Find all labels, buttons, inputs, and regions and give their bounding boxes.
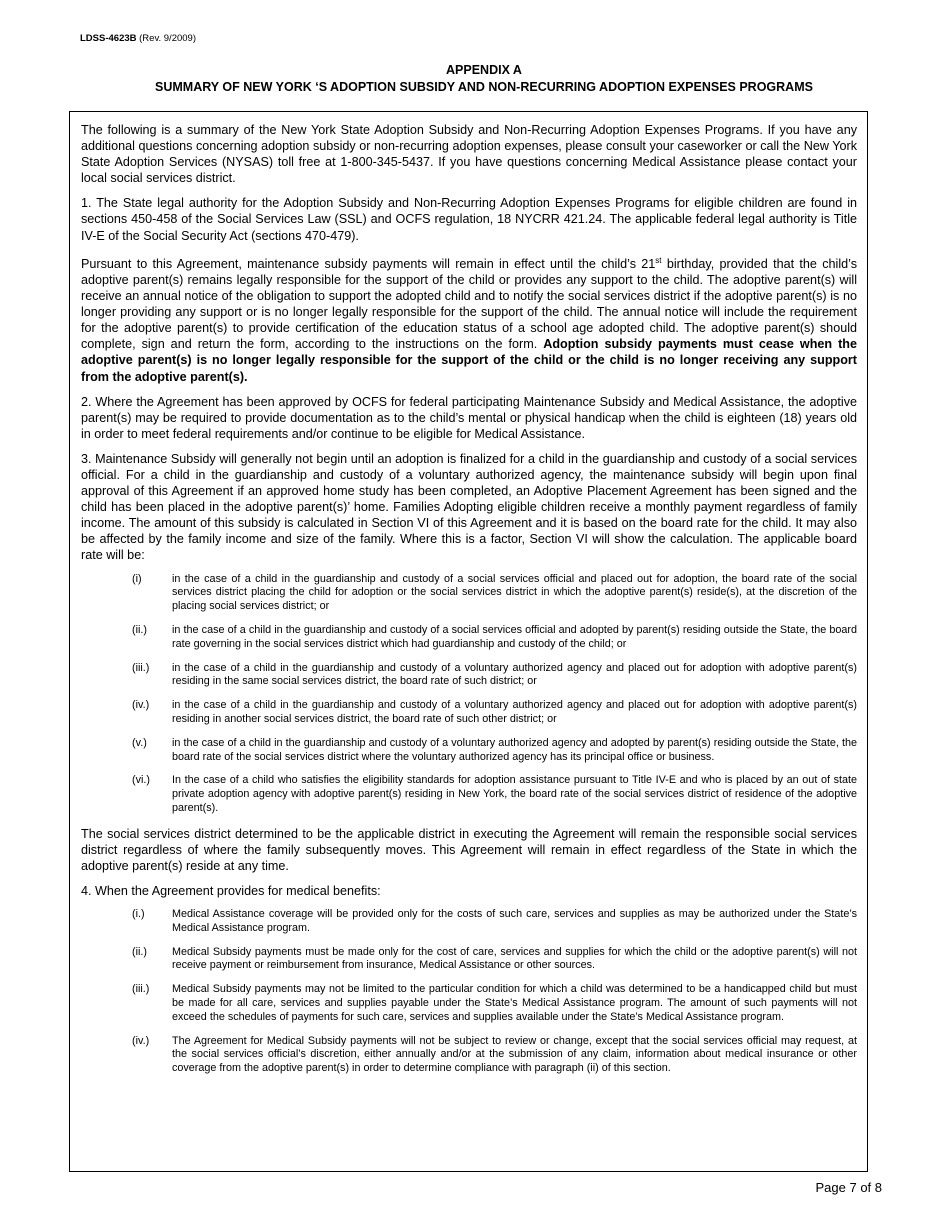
document-title-block [0,62,950,96]
page-number: Page 7 of 8 [815,1180,882,1195]
maintenance-text-part1: Pursuant to this Agreement, maintenance subsidy payments will remain in effect until the child’s 21 [81,256,656,271]
board-rate-list [81,573,857,816]
appendix-title: APPENDIX A [446,63,522,77]
list-item-number: (v.) [132,736,147,749]
list-item-text: in the case of a child in the guardianship and custody of a social services official and placed out for adoption, the board rate of the social services district placing the child for adoption or the social services district in which the adoptive parent(s) reside(s), at the discretion of the placing social services district; or [172,572,857,613]
list-item-number: (iii.) [132,983,150,996]
list-item-number: (iv.) [132,1034,150,1047]
list-item-number: (iii.) [132,661,150,674]
main-title: SUMMARY OF NEW YORK ‘S ADOPTION SUBSIDY AND NON-RECURRING ADOPTION EXPENSES PROGRAMS [155,80,813,94]
list-item [81,573,857,614]
list-item-number: (ii.) [132,945,147,958]
list-item-text: The Agreement for Medical Subsidy payments will not be subject to review or change, except that the social services official may request, at the social services official’s discretion, either annually and/or at the submission of any claim, information about medical insurance or other coverage from the adoptive parent(s) in order to determine compliance with paragraph (ii) of this section. [172,1034,857,1075]
list-item-text: in the case of a child in the guardianship and custody of a voluntary authorized agency and adopted by parent(s) residing outside the State, the board rate of the social services district where the voluntary authorized agency has its principal office or business. [172,736,857,763]
section-3-closing-paragraph: The social services district determined to be the applicable district in executing the Agreement will remain the responsible social services district regardless of where the family subsequently moves. This Agreement will remain in effect regardless of the State in which the adoptive parent(s) reside at any time. [81,826,857,873]
list-item [81,946,857,974]
section-3-paragraph: 3. Maintenance Subsidy will generally not begin until an adoption is finalized for a child in the guardianship and custody of a social services official. For a child in the guardianship and custody of a voluntary authorized agency, the maintenance subsidy will begin upon final approval of this Agreement if an approved home study has been completed, an Adoptive Placement Agreement has been signed and the child has been placed in the adoptive parent(s)’ home. Families Adopting eligible children receive a monthly payment regardless of family income. The amount of this subsidy is calculated in Section VI of this Agreement and it is based on the board rate for the child. It may also be affected by the family income and size of the family. Where this is a factor, Section VI will show the calculation. The applicable board rate will be: [81,451,857,563]
list-item-text: Medical Subsidy payments must be made only for the cost of care, services and supplies for which the child or the adoptive parent(s) will not receive payment or reimbursement from insurance, Medical Assistance or other sources. [172,945,857,972]
list-item-number: (vi.) [132,774,150,787]
list-item [81,624,857,652]
maintenance-duration-paragraph [81,253,857,385]
medical-benefits-list [81,908,857,1076]
list-item [81,737,857,765]
intro-paragraph: The following is a summary of the New York State Adoption Subsidy and Non-Recurring Adoption Expenses Programs. If you have any additional questions concerning adoption subsidy or non-recurring adoption expenses, please consult your caseworker or call the New York State Adoption Services (NYSAS) toll free at 1-800-345-5437. If you have questions concerning Medical Assistance please contact your local social services district. [81,123,857,186]
list-item [81,662,857,690]
maintenance-bold-statement: Adoption subsidy payments must cease when the adoptive parent(s) is no longer legally responsible for the support of the child or the child is no longer receiving any support from the adoptive parent(s). [81,337,857,384]
list-item-text: in the case of a child in the guardianship and custody of a voluntary authorized agency and placed out for adoption with adoptive parent(s) residing in another social services district, the board rate of such other district; or [172,699,857,725]
list-item [81,983,857,1024]
section-1-paragraph: 1. The State legal authority for the Adoption Subsidy and Non-Recurring Adoption Expenses Programs for eligible children are found in sections 450-458 of the Social Services Law (SSL) and OCFS regulation, 18 NYCRR 421.24. The applicable federal legal authority is Title IV-E of the Social Security Act (sections 470-479). [81,196,857,243]
list-item [81,699,857,727]
section-2-paragraph: 2. Where the Agreement has been approved by OCFS for federal participating Maintenance Subsidy and Medical Assistance, the adoptive parent(s) may be required to provide documentation as to the child’s mental or physical handicap when the child is eighteen (18) years old in order to meet federal requirements and/or continue to be eligible for Medical Assistance. [81,394,857,441]
summary-box [69,111,868,1172]
list-item-text: in the case of a child in the guardianship and custody of a voluntary authorized agency and placed out for adoption with adoptive parent(s) residing in the same social services district, the board rate of such district; or [172,661,857,688]
list-item [81,774,857,815]
form-identifier [80,33,196,44]
ordinal-superscript: st [655,255,662,265]
list-item-number: (iv.) [132,699,150,712]
list-item-text: In the case of a child who satisfies the eligibility standards for adoption assistance pursuant to Title IV-E and who is placed by an out of state private adoption agency with adoptive parent(s) residing in New York, the board rate of the social services district of residence of the adoptive parent(s). [172,774,857,814]
section-4-heading: 4. When the Agreement provides for medical benefits: [81,883,381,898]
list-item-text: Medical Subsidy payments may not be limited to the particular condition for which a child was determined to be a handicapped child but must be made for all care, services and supplies payable under the State’s Medical Assistance program. The amount of such payments will not exceed the schedules of payments for such care, services and supplies available under the State’s Medical Assistance program. [172,983,857,1023]
list-item [81,908,857,936]
list-item [81,1035,857,1076]
list-item-number: (ii.) [132,623,147,636]
list-item-number: (i.) [132,908,145,921]
form-number: LDSS-4623B [80,33,137,44]
form-revision: (Rev. 9/2009) [136,33,196,44]
list-item-text: Medical Assistance coverage will be provided only for the costs of such care, services and supplies as may be authorized under the State’s Medical Assistance program. [172,908,857,934]
maintenance-text-part2: birthday, provided that the child’s adoptive parent(s) remains legally responsible for the support of the child or provides any support to the child. The adoptive parent(s) will receive an annual notice of the obligation to support the adopted child and to notify the social services district if the adoptive parent(s) is no longer providing any support or is no longer legally responsible for the support of the child. The annual notice will include the requirement for the adoptive parent(s) to provide certification of the education status of a school age adopted child. The adoptive parent(s) should complete, sign and return the form, according to the instructions on the form. [81,256,857,352]
list-item-text: in the case of a child in the guardianship and custody of a social services official and adopted by parent(s) residing outside the State, the board rate governing in the social services district which had guardianship and custody of the child; or [172,623,857,650]
list-item-number: (i) [132,572,142,585]
